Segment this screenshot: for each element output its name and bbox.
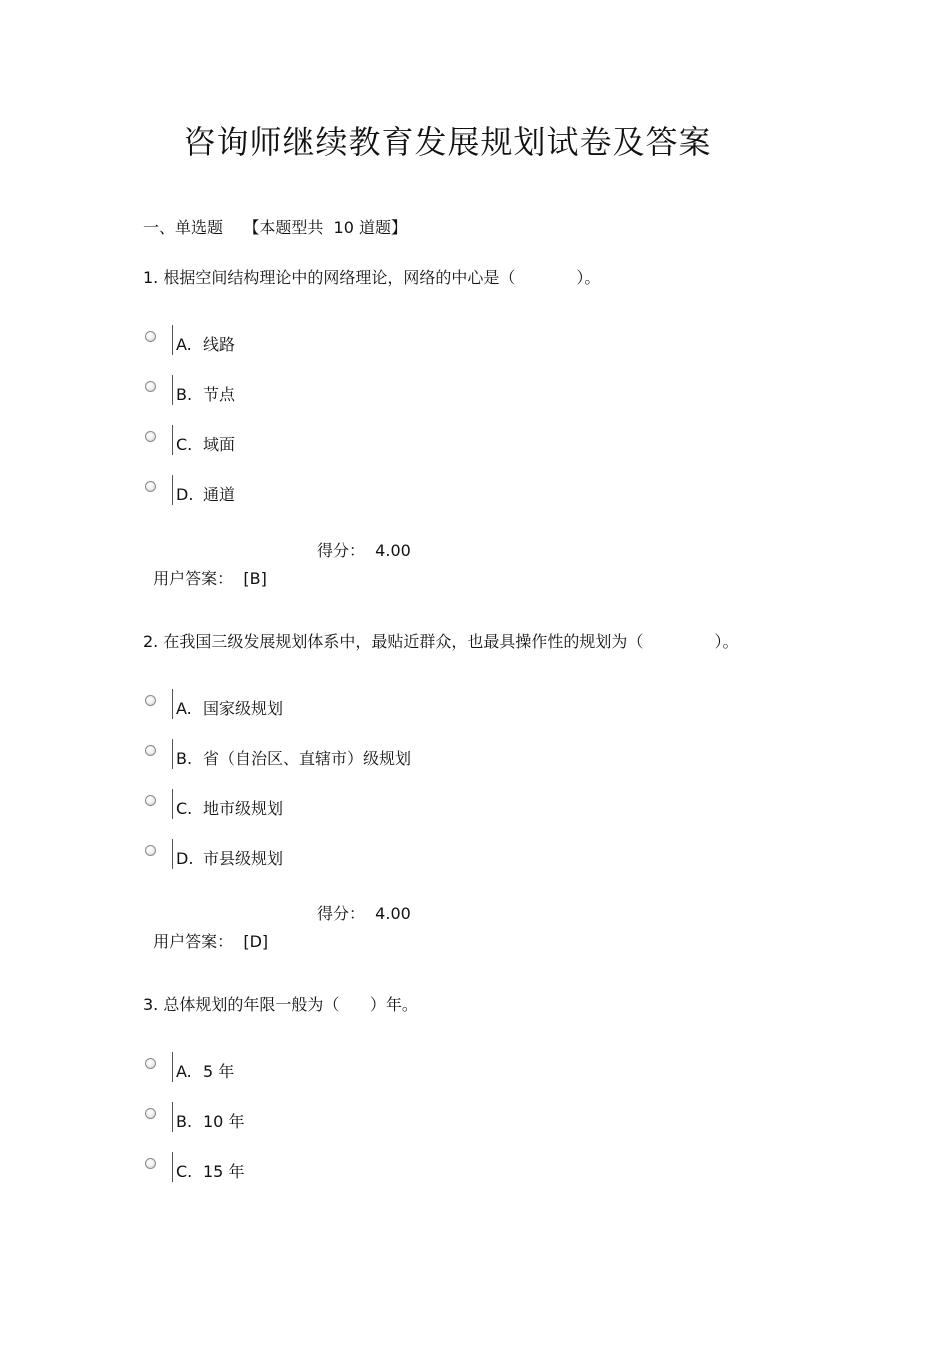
option-text: 国家级规划 (203, 699, 284, 718)
question-1-option-b[interactable] (143, 375, 643, 409)
option-letter: C. (176, 799, 193, 818)
option-divider (172, 1102, 173, 1132)
option-text: 节点 (203, 385, 236, 404)
option-letter: B. (176, 385, 193, 404)
radio-button-icon[interactable] (145, 845, 156, 856)
option-letter: C. (176, 435, 193, 454)
option-letter: B. (176, 1112, 193, 1131)
user-answer-label: 用户答案： [D] (153, 932, 269, 951)
question-1-text: 1. 根据空间结构理论中的网络理论，网络的中心是（ ）。 (143, 268, 601, 287)
question-2-option-c[interactable] (143, 789, 643, 823)
option-letter: C. (176, 1162, 193, 1181)
question-1-option-d[interactable] (143, 475, 643, 509)
option-divider (172, 839, 173, 869)
option-text: 地市级规划 (203, 799, 284, 818)
radio-button-icon[interactable] (145, 1108, 156, 1119)
option-letter: A. (176, 335, 192, 354)
question-3-option-c[interactable] (143, 1152, 643, 1186)
option-divider (172, 325, 173, 355)
radio-button-icon[interactable] (145, 381, 156, 392)
question-2-text: 2. 在我国三级发展规划体系中，最贴近群众，也最具操作性的规划为（ ）。 (143, 632, 739, 651)
document-title: 咨询师继续教育发展规划试卷及答案 (183, 123, 712, 161)
option-divider (172, 739, 173, 769)
option-text: 通道 (203, 485, 236, 504)
question-2-option-d[interactable] (143, 839, 643, 873)
radio-button-icon[interactable] (145, 431, 156, 442)
option-text: 市县级规划 (203, 849, 284, 868)
option-text: 域面 (203, 435, 236, 454)
option-letter: B. (176, 749, 193, 768)
option-divider (172, 1152, 173, 1182)
question-2-answer (143, 900, 411, 984)
question-2-option-a[interactable] (143, 689, 643, 723)
question-3-option-b[interactable] (143, 1102, 643, 1136)
option-letter: A. (176, 1062, 192, 1081)
score-label: 得分： 4.00 (317, 541, 411, 560)
question-2-option-b[interactable] (143, 739, 643, 773)
user-answer-label: 用户答案： [B] (153, 569, 267, 588)
option-letter: D. (176, 485, 194, 504)
question-1-option-a[interactable] (143, 325, 643, 359)
option-letter: A. (176, 699, 192, 718)
option-divider (172, 689, 173, 719)
option-text: 15 年 (203, 1162, 245, 1181)
radio-button-icon[interactable] (145, 1158, 156, 1169)
option-text: 线路 (203, 335, 236, 354)
radio-button-icon[interactable] (145, 745, 156, 756)
score-label: 得分： 4.00 (317, 904, 411, 923)
option-text: 省（自治区、直辖市）级规划 (203, 749, 412, 768)
radio-button-icon[interactable] (145, 795, 156, 806)
question-1-answer (143, 537, 411, 621)
question-3-option-a[interactable] (143, 1052, 643, 1086)
option-divider (172, 789, 173, 819)
option-divider (172, 425, 173, 455)
question-1-option-c[interactable] (143, 425, 643, 459)
radio-button-icon[interactable] (145, 1058, 156, 1069)
option-text: 10 年 (203, 1112, 245, 1131)
radio-button-icon[interactable] (145, 331, 156, 342)
radio-button-icon[interactable] (145, 695, 156, 706)
option-divider (172, 375, 173, 405)
option-divider (172, 475, 173, 505)
radio-button-icon[interactable] (145, 481, 156, 492)
question-3-text: 3. 总体规划的年限一般为（ ）年。 (143, 995, 418, 1014)
section-heading: 一、单选题 【本题型共 10 道题】 (143, 218, 407, 237)
option-text: 5 年 (203, 1062, 235, 1081)
option-divider (172, 1052, 173, 1082)
option-letter: D. (176, 849, 194, 868)
